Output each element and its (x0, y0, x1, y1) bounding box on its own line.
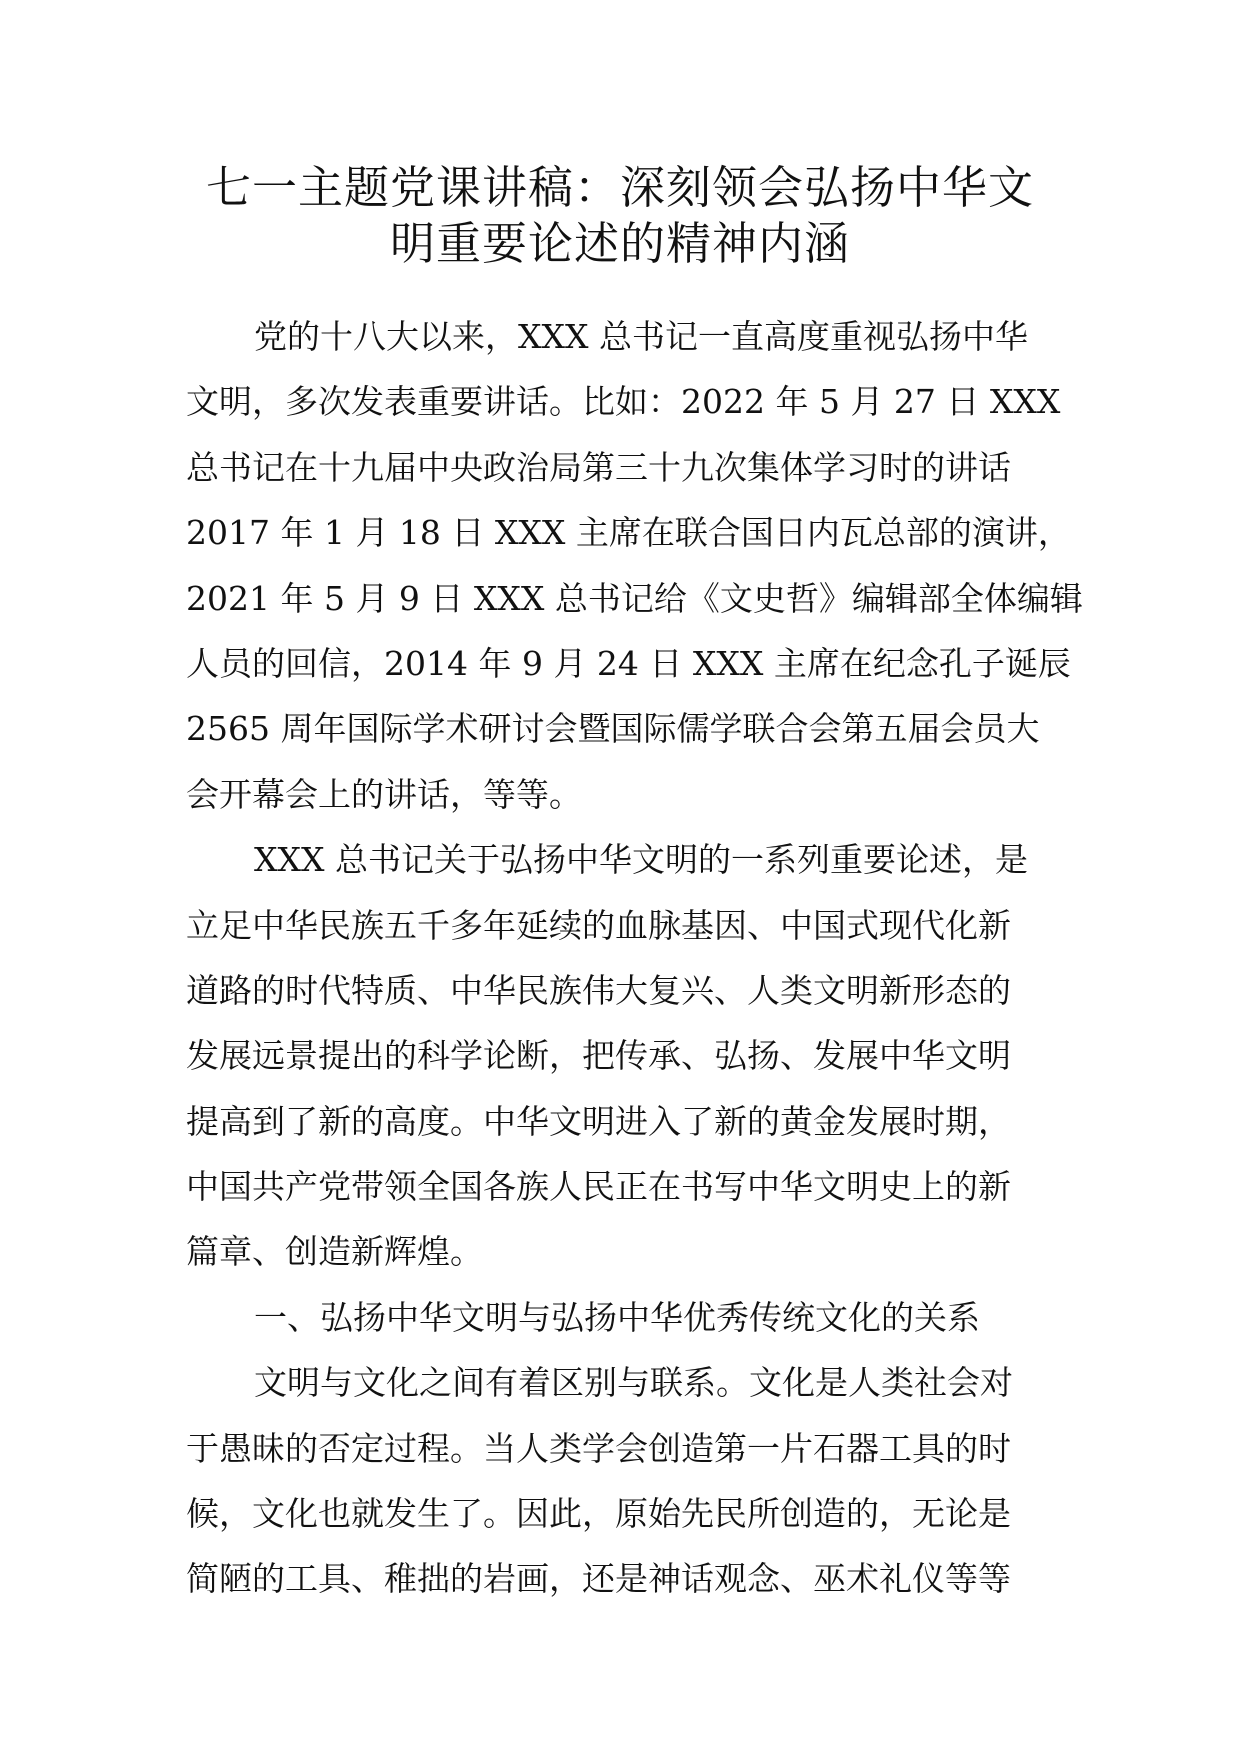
text-line: 道路的时代特质、中华民族伟大复兴、人类文明新形态的 (186, 970, 1011, 1010)
text-line: 党的十八大以来，XXX 总书记一直高度重视弘扬中华 (254, 317, 1028, 356)
text-line: 会开幕会上的讲话，等等。 (186, 774, 582, 814)
text-line: XXX 总书记关于弘扬中华文明的一系列重要论述，是 (254, 840, 1028, 880)
text-line: 2017 年 1 月 18 日 XXX 主席在联合国日内瓦总部的演讲， (186, 513, 1071, 553)
text-line: 人员的回信，2014 年 9 月 24 日 XXX 主席在纪念孔子诞辰 (186, 643, 1071, 683)
text-line: 2021 年 5 月 9 日 XXX 总书记给《文史哲》编辑部全体编辑 (186, 578, 1083, 618)
text-line: 候，文化也就发生了。因此，原始先民所创造的，无论是 (186, 1494, 1011, 1534)
page-title (150, 160, 1090, 272)
text-line: 文明，多次发表重要讲话。比如：2022 年 5 月 27 日 XXX (186, 382, 1061, 422)
text-line: 中国共产党带领全国各族人民正在书写中华文明史上的新 (186, 1167, 1011, 1207)
title-line-2: 明重要论述的精神内涵 (389, 217, 850, 270)
text-line: 篇章、创造新辉煌。 (186, 1232, 483, 1272)
text-line: 简陋的工具、稚拙的岩画，还是神话观念、巫术礼仪等等 (186, 1559, 1011, 1599)
body-text (186, 304, 1083, 1612)
text-line: 2565 周年国际学术研讨会暨国际儒学联合会第五届会员大 (186, 709, 1040, 749)
text-line: 文明与文化之间有着区别与联系。文化是人类社会对 (254, 1363, 1013, 1403)
title-line-1: 七一主题党课讲稿：深刻领会弘扬中华文 (205, 161, 1034, 214)
text-line: 总书记在十九届中央政治局第三十九次集体学习时的讲话 (186, 447, 1011, 487)
text-line: 提高到了新的高度。中华文明进入了新的黄金发展时期， (186, 1101, 1011, 1141)
text-line: 一、弘扬中华文明与弘扬中华优秀传统文化的关系 (254, 1297, 980, 1337)
text-line: 立足中华民族五千多年延续的血脉基因、中国式现代化新 (186, 905, 1011, 945)
text-line: 于愚昧的否定过程。当人类学会创造第一片石器工具的时 (186, 1428, 1011, 1468)
text-line: 发展远景提出的科学论断，把传承、弘扬、发展中华文明 (186, 1036, 1011, 1076)
